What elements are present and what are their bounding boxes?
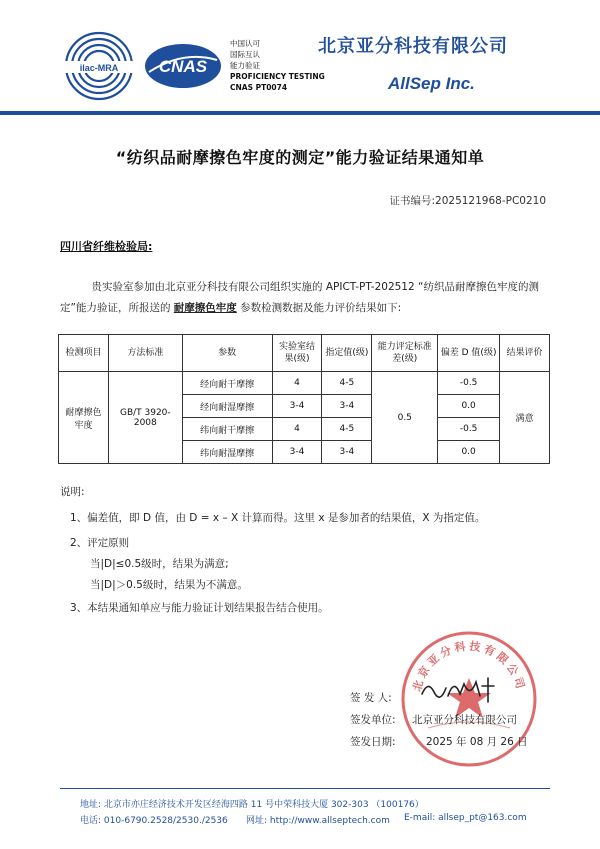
ilac-logo-text: ilac-MRA (79, 63, 119, 73)
deviation-cell: 0.0 (438, 441, 500, 464)
notes-heading: 说明: (60, 486, 85, 498)
intro-text: 贵实验室参加由北京亚分科技有限公司组织实施的 APICT-PT-202512 “纺织品耐摩擦色牢度的测定”能力验证，所报送的 (60, 281, 539, 314)
issuing-unit: 北京亚分科技有限公司 (412, 714, 517, 726)
cert-line: 中国认可 (230, 39, 260, 48)
issuer-label: 签 发 人: (350, 692, 392, 704)
website-link[interactable]: http://www.allseptech.com (269, 816, 390, 826)
column-header: 实验室结果(级) (272, 335, 322, 372)
cert-pt-number: CNAS PT0074 (230, 83, 288, 92)
note-item: 1、偏差值，即 D 值，由 D = x – X 计算而得。这里 x 是参加者的结果值，X 为指定值。 (70, 512, 486, 524)
email-label: E-mail: (404, 813, 436, 823)
address-value: 北京市亦庄经济技术开发区经海四路 11 号中荣科技大厦 302-303 （100176） (103, 800, 424, 810)
ilac-mra-logo (64, 30, 134, 102)
assigned-value-cell: 3-4 (322, 441, 372, 464)
footer-website (246, 813, 390, 826)
table-row (59, 372, 550, 395)
cnas-logo (143, 42, 223, 90)
parameter-cell: 经向耐干摩擦 (182, 372, 272, 395)
deviation-cell: -0.5 (438, 418, 500, 441)
parameter-cell: 纬向耐湿摩擦 (182, 441, 272, 464)
note-item: 当|D|≤0.5级时，结果为满意; (90, 558, 229, 570)
stamp-text: 北京亚分科技有限公司 (410, 639, 528, 693)
certificate-number: 证书编号:2025121968-PC0210 (389, 195, 546, 207)
footer-divider (60, 788, 550, 789)
test-item-cell: 耐摩擦色牢度 (59, 372, 109, 464)
note-item: 2、评定原则 (70, 537, 130, 549)
issue-date-label: 签发日期: (350, 736, 396, 748)
assigned-value-cell: 4-5 (322, 418, 372, 441)
column-header: 能力评定标准差(级) (372, 335, 438, 372)
column-header: 检测项目 (59, 335, 109, 372)
lab-result-cell: 3-4 (272, 441, 322, 464)
note-item: 3、本结果通知单应与能力验证计划结果报告结合使用。 (70, 602, 329, 614)
column-header: 方法标准 (108, 335, 182, 372)
note-item: 当|D|＞0.5级时，结果为不满意。 (90, 579, 248, 591)
parameter-cell: 纬向耐干摩擦 (182, 418, 272, 441)
document-title: “纺织品耐摩擦色牢度的测定”能力验证结果通知单 (115, 148, 485, 167)
issuing-unit-label: 签发单位: (350, 714, 396, 726)
evaluation-cell: 满意 (500, 372, 550, 464)
issue-date: 2025 年 08 月 26 日 (426, 736, 528, 748)
cert-proficiency-testing: PROFICIENCY TESTING (230, 72, 325, 81)
intro-paragraph (60, 277, 548, 319)
column-header: 指定值(级) (322, 335, 372, 372)
column-header: 结果评价 (500, 335, 550, 372)
address-label: 地址: (80, 800, 102, 810)
handwritten-signature (418, 674, 498, 706)
method-cell: GB/T 3920-2008 (108, 372, 182, 464)
intro-text-end: 参数检测数据及能力评价结果如下: (236, 302, 402, 314)
column-header: 偏差 D 值(级) (438, 335, 500, 372)
cert-line: 能力验证 (230, 61, 260, 70)
parameter-cell: 经向耐湿摩擦 (182, 395, 272, 418)
accreditation-info (230, 38, 325, 93)
phone-label: 电话: (80, 816, 102, 826)
column-header: 参数 (182, 335, 272, 372)
assigned-value-cell: 3-4 (322, 395, 372, 418)
phone-value: 010-6790.2528/2530./2536 (103, 816, 228, 826)
header-divider (0, 111, 600, 115)
assigned-value-cell: 4-5 (322, 372, 372, 395)
lab-result-cell: 3-4 (272, 395, 322, 418)
footer-phone (80, 813, 228, 826)
intro-parameter: 耐摩擦色牢度 (173, 302, 237, 314)
lab-result-cell: 4 (272, 372, 322, 395)
lab-result-cell: 4 (272, 418, 322, 441)
cert-line: 国际互认 (230, 50, 260, 59)
company-name-en: AllSep Inc. (388, 74, 475, 93)
cnas-logo-text: CNAS (158, 57, 208, 76)
table-header-row (59, 335, 550, 372)
recipient: 四川省纤维检验局: (60, 240, 153, 253)
website-label: 网址: (246, 816, 268, 826)
deviation-cell: -0.5 (438, 372, 500, 395)
email-link[interactable]: allsep_pt@163.com (438, 813, 527, 823)
results-table (58, 334, 550, 464)
std-dev-cell: 0.5 (372, 372, 438, 464)
footer-email (404, 813, 527, 823)
company-name-cn: 北京亚分科技有限公司 (318, 36, 508, 57)
footer-address (80, 797, 424, 810)
deviation-cell: 0.0 (438, 395, 500, 418)
